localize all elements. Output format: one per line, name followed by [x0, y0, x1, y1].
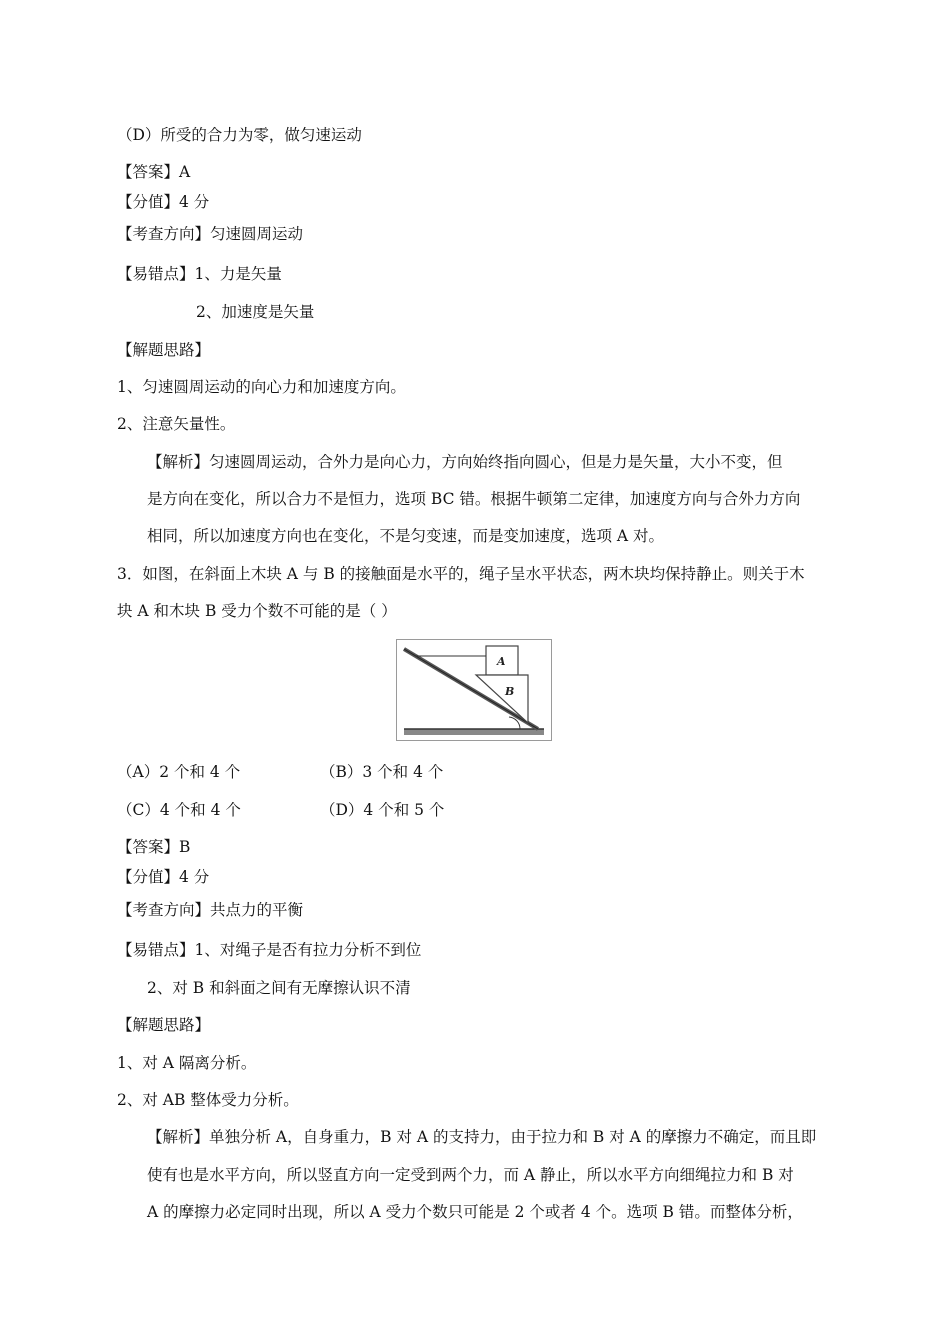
label-b: B — [505, 685, 515, 698]
score-line: 【分值】4 分 — [117, 868, 210, 886]
thinking-line: 2、注意矢量性。 — [117, 415, 236, 433]
option-d: （D）4 个和 5 个 — [320, 801, 445, 819]
option-c: （C）4 个和 4 个 — [117, 801, 241, 819]
analysis-line: 使有也是水平方向，所以竖直方向一定受到两个力，而 A 静止，所以水平方向细绳拉力和 B 对 — [147, 1166, 794, 1184]
ground-hatch — [404, 729, 544, 735]
thinking-title: 【解题思路】 — [117, 341, 211, 359]
question-stem: 3．如图，在斜面上木块 A 与 B 的接触面是水平的，绳子呈水平状态，两木块均保持静止。则关于木 — [117, 565, 805, 583]
analysis-line: A 的摩擦力必定同时出现，所以 A 受力个数只可能是 2 个或者 4 个。选项 B 错。而整体分析， — [147, 1203, 803, 1221]
error-point-line: 2、加速度是矢量 — [196, 303, 315, 321]
score-line: 【分值】4 分 — [117, 193, 210, 211]
question-stem: 块 A 和木块 B 受力个数不可能的是（ ） — [117, 602, 397, 620]
option-a: （A）2 个和 4 个 — [117, 763, 241, 781]
topic-line: 【考查方向】匀速圆周运动 — [117, 225, 304, 243]
analysis-line: 是方向在变化，所以合力不是恒力，选项 BC 错。根据牛顿第二定律，加速度方向与合外力方向 — [147, 490, 801, 508]
answer-line: 【答案】A — [117, 163, 191, 181]
analysis-line: 【解析】单独分析 A，自身重力，B 对 A 的支持力，由于拉力和 B 对 A 的摩擦力不确定，而且即 — [147, 1128, 817, 1146]
topic-line: 【考查方向】共点力的平衡 — [117, 901, 304, 919]
thinking-title: 【解题思路】 — [117, 1016, 211, 1034]
analysis-line: 【解析】匀速圆周运动，合外力是向心力，方向始终指向圆心，但是力是矢量，大小不变，但 — [147, 453, 783, 471]
error-point-line: 【易错点】1、对绳子是否有拉力分析不到位 — [117, 941, 422, 959]
analysis-line: 相同，所以加速度方向也在变化，不是匀变速，而是变加速度，选项 A 对。 — [147, 527, 665, 545]
option-b: （B）3 个和 4 个 — [320, 763, 444, 781]
answer-line: 【答案】B — [117, 838, 191, 856]
incline-blocks-figure — [396, 639, 552, 741]
label-a: A — [497, 655, 506, 668]
option-d-line: （D）所受的合力为零，做匀速运动 — [117, 126, 362, 144]
error-point-line: 【易错点】1、力是矢量 — [117, 265, 282, 283]
error-point-line: 2、对 B 和斜面之间有无摩擦认识不清 — [147, 979, 411, 997]
thinking-line: 1、匀速圆周运动的向心力和加速度方向。 — [117, 378, 406, 396]
thinking-line: 1、对 A 隔离分析。 — [117, 1054, 257, 1072]
thinking-line: 2、对 AB 整体受力分析。 — [117, 1091, 299, 1109]
